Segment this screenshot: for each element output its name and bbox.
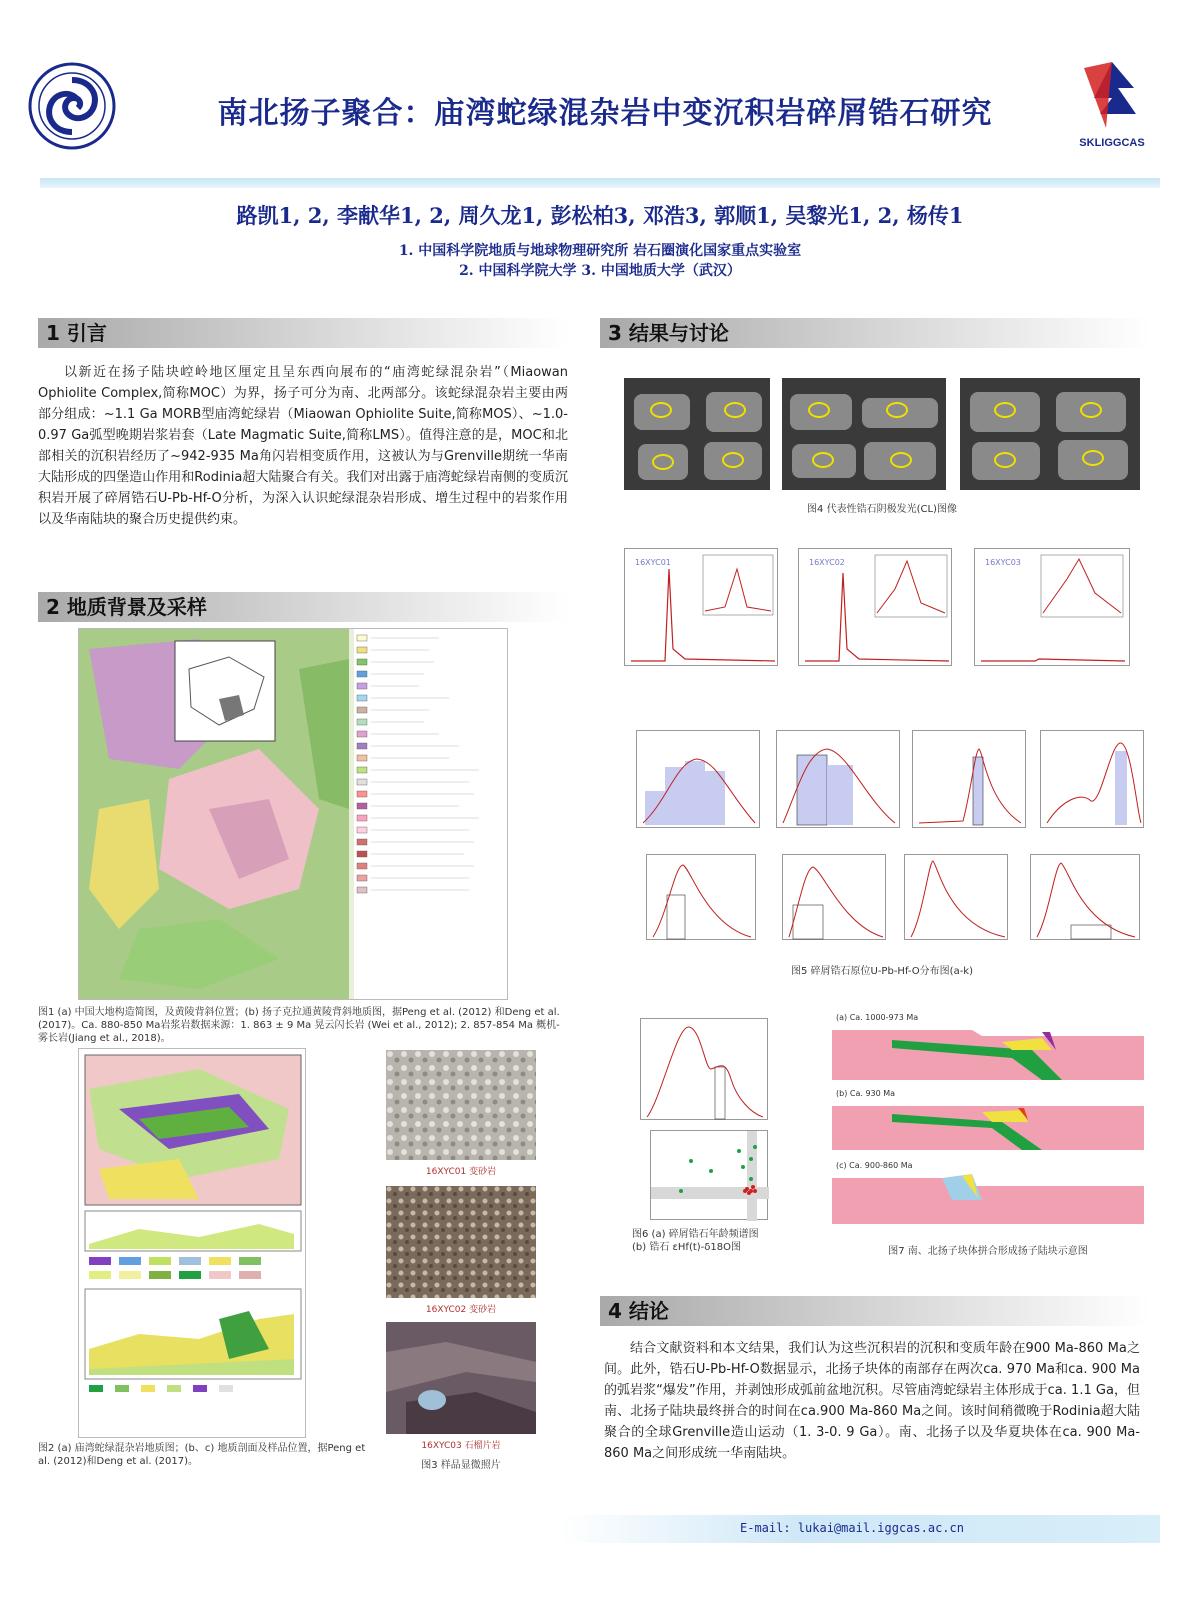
micrograph-a-image — [386, 1050, 536, 1160]
micrograph-a-label: 16XYC01 变砂岩 — [425, 1167, 497, 1177]
micrograph-c — [386, 1322, 536, 1434]
section-heading-geology: 2 地质背景及采样 — [38, 592, 568, 622]
figure-4-caption: 图4 代表性锆石阴极发光(CL)图像 — [807, 504, 957, 515]
probability-curve-a — [625, 549, 779, 667]
probability-curve-b — [799, 549, 953, 667]
cl-image-panel-2 — [782, 378, 946, 490]
miaowan-map-image — [79, 1049, 306, 1438]
figure-2-miaowan-map — [78, 1048, 306, 1438]
figure-7-tectonic-model — [832, 1010, 1144, 1228]
header — [0, 0, 1200, 185]
svg-text:(b) Ca. 930 Ma: (b) Ca. 930 Ma — [836, 1089, 896, 1098]
probability-plot-c — [974, 548, 1130, 666]
hf-oxygen-scatter — [651, 1131, 769, 1221]
section-heading-conclusion: 4 结论 — [600, 1296, 1150, 1326]
svg-text:(a) Ca. 1000-973 Ma: (a) Ca. 1000-973 Ma — [836, 1013, 919, 1022]
section-heading-introduction: 1 引言 — [38, 318, 568, 348]
oxygen-curve-k — [1031, 855, 1141, 941]
histogram-plot-d — [636, 730, 760, 828]
histogram-e — [777, 731, 901, 829]
oxygen-plot-i — [782, 854, 886, 940]
svg-text:16XYC02: 16XYC02 — [809, 558, 845, 567]
hf-oxygen-plot — [650, 1130, 768, 1220]
svg-text:16XYC03: 16XYC03 — [985, 558, 1021, 567]
probability-plot-b — [798, 548, 952, 666]
histogram-plot-g — [1040, 730, 1144, 828]
micrograph-b-label: 16XYC02 变砂岩 — [425, 1305, 497, 1315]
probability-curve-c — [975, 549, 1131, 667]
histogram-plot-e — [776, 730, 900, 828]
figure-2-caption: 图2 (a) 庙湾蛇绿混杂岩地质图；(b、c) 地质剖面及样品位置，据Peng et al. (2012)和Deng et al. (2017)。 — [38, 1443, 366, 1467]
page-title: 南北扬子聚合：庙湾蛇绿混杂岩中变沉积岩碎屑锆石研究 — [217, 96, 993, 131]
histogram-d — [637, 731, 761, 829]
figure-5-caption: 图5 碎屑锆石原位U-Pb-Hf-O分布图(a-k) — [790, 966, 974, 977]
figure-1-geological-map — [78, 628, 508, 1000]
oxygen-curve-h — [647, 855, 757, 941]
tectonic-model-diagram — [832, 1010, 1144, 1228]
geological-map-image — [79, 629, 508, 1000]
sklggcas-logo-icon — [1072, 58, 1152, 154]
histogram-g — [1041, 731, 1145, 829]
figure-1-caption: 图1 (a) 中国大地构造简图，及黄陵背斜位置；(b) 扬子克拉通黄陵背斜地质图，据Peng et al. (2012) 和Deng et al. (2017)。Ca. 880-850 Ma岩浆岩数据来源：1. 863 ± 9 Ma 晃云闪长岩 (Wei et al., 2012); 2. 857-854 Ma 概机-雾长岩(Jiang et al., 2018)。 — [38, 1007, 560, 1044]
probability-plot-a — [624, 548, 778, 666]
age-spectrum-curve — [641, 1019, 769, 1121]
affiliation-line-2: 2. 中国科学院大学 3. 中国地质大学（武汉） — [459, 263, 741, 279]
svg-text:16XYC01: 16XYC01 — [635, 558, 671, 567]
figure-7-caption: 图7 南、北扬子块体拼合形成扬子陆块示意图 — [888, 1246, 1088, 1257]
histogram-f — [913, 731, 1027, 829]
oxygen-plot-h — [646, 854, 756, 940]
section-heading-results: 3 结果与讨论 — [600, 318, 1150, 348]
micrograph-b — [386, 1186, 536, 1298]
cl-image-panel-3 — [960, 378, 1140, 490]
contact-email-bar — [560, 1515, 1160, 1543]
micrograph-a — [386, 1050, 536, 1160]
affiliation-line-1: 1. 中国科学院地质与地球物理研究所 岩石圈演化国家重点实验室 — [398, 243, 802, 259]
oxygen-plot-k — [1030, 854, 1140, 940]
age-spectrum-plot — [640, 1018, 768, 1120]
author-list: 路凯1, 2, 李献华1, 2, 周久龙1, 彭松柏3, 邓浩3, 郭顺1, 吴黎光1, 2, 杨传1 — [236, 203, 964, 228]
cl-image-panel-1 — [624, 378, 770, 490]
micrograph-b-image — [386, 1186, 536, 1298]
introduction-text: 以新近在扬子陆块崆岭地区厘定且呈东西向展布的“庙湾蛇绿混杂岩”（Miaowan Ophiolite Complex,简称MOC）为界，扬子可分为南、北两部分。该蛇绿混杂岩主要由两部分组成：~1.1 Ga MORB型庙湾蛇绿岩（Miaowan Ophiolite Suite,简称MOS）、~1.0-0.97 Ga弧型晚期岩浆岩套（Late Magmatic Suite,简称LMS）。值得注意的是，MOC和北部相关的沉积岩经历了~942-935 Ma角闪岩相变质作用，这被认为与Grenville期统一华南大陆形成的四堡造山作用和Rodinia超大陆聚合有关。我们对出露于庙湾蛇绿岩南侧的变质沉积岩开展了碎屑锆石U-Pb-Hf-O分析，为深入认识蛇绿混杂岩形成、增生过程中的岩浆作用以及华南陆块的聚合历史提供约束。 — [38, 365, 568, 527]
contact-email[interactable]: E-mail: lukai@mail.iggcas.ac.cn — [740, 1521, 964, 1535]
micrograph-c-image — [386, 1322, 536, 1434]
micrograph-c-label: 16XYC03 石榴片岩 — [421, 1441, 501, 1451]
oxygen-curve-j — [905, 855, 1009, 941]
conclusion-text: 结合文献资料和本文结果，我们认为这些沉积岩的沉积和变质年龄在900 Ma-860 Ma之间。此外，锆石U-Pb-Hf-O数据显示，北扬子块体的南部存在两次ca. 970 Ma和ca. 900 Ma的弧岩浆“爆发”作用，并剥蚀形成弧前盆地沉积。尽管庙湾蛇绿岩主体形成于ca. 1.1 Ga，但南、北扬子陆块最终拼合的时间在ca.900 Ma-860 Ma之间。该时间稍微晚于Rodinia超大陆聚合的全球Grenville造山运动（1. 3-0. 9 Ga）。南、北扬子以及华夏块体在ca. 900 Ma-860 Ma之间形成统一华南陆块。 — [604, 1341, 1140, 1461]
svg-text:(c) Ca. 900-860 Ma: (c) Ca. 900-860 Ma — [836, 1161, 913, 1170]
oxygen-curve-i — [783, 855, 887, 941]
histogram-plot-f — [912, 730, 1026, 828]
svg-text:SKLIGGCAS: SKLIGGCAS — [1079, 137, 1145, 149]
oxygen-plot-j — [904, 854, 1008, 940]
header-divider — [40, 178, 1160, 188]
institute-logo-icon — [28, 62, 116, 150]
figure-3-caption: 图3 样品显微照片 — [421, 1460, 501, 1471]
figure-6-caption: 图6 (a) 碎屑锆石年龄频谱图 (b) 锆石 εHf(t)-δ18O图 — [632, 1229, 759, 1253]
